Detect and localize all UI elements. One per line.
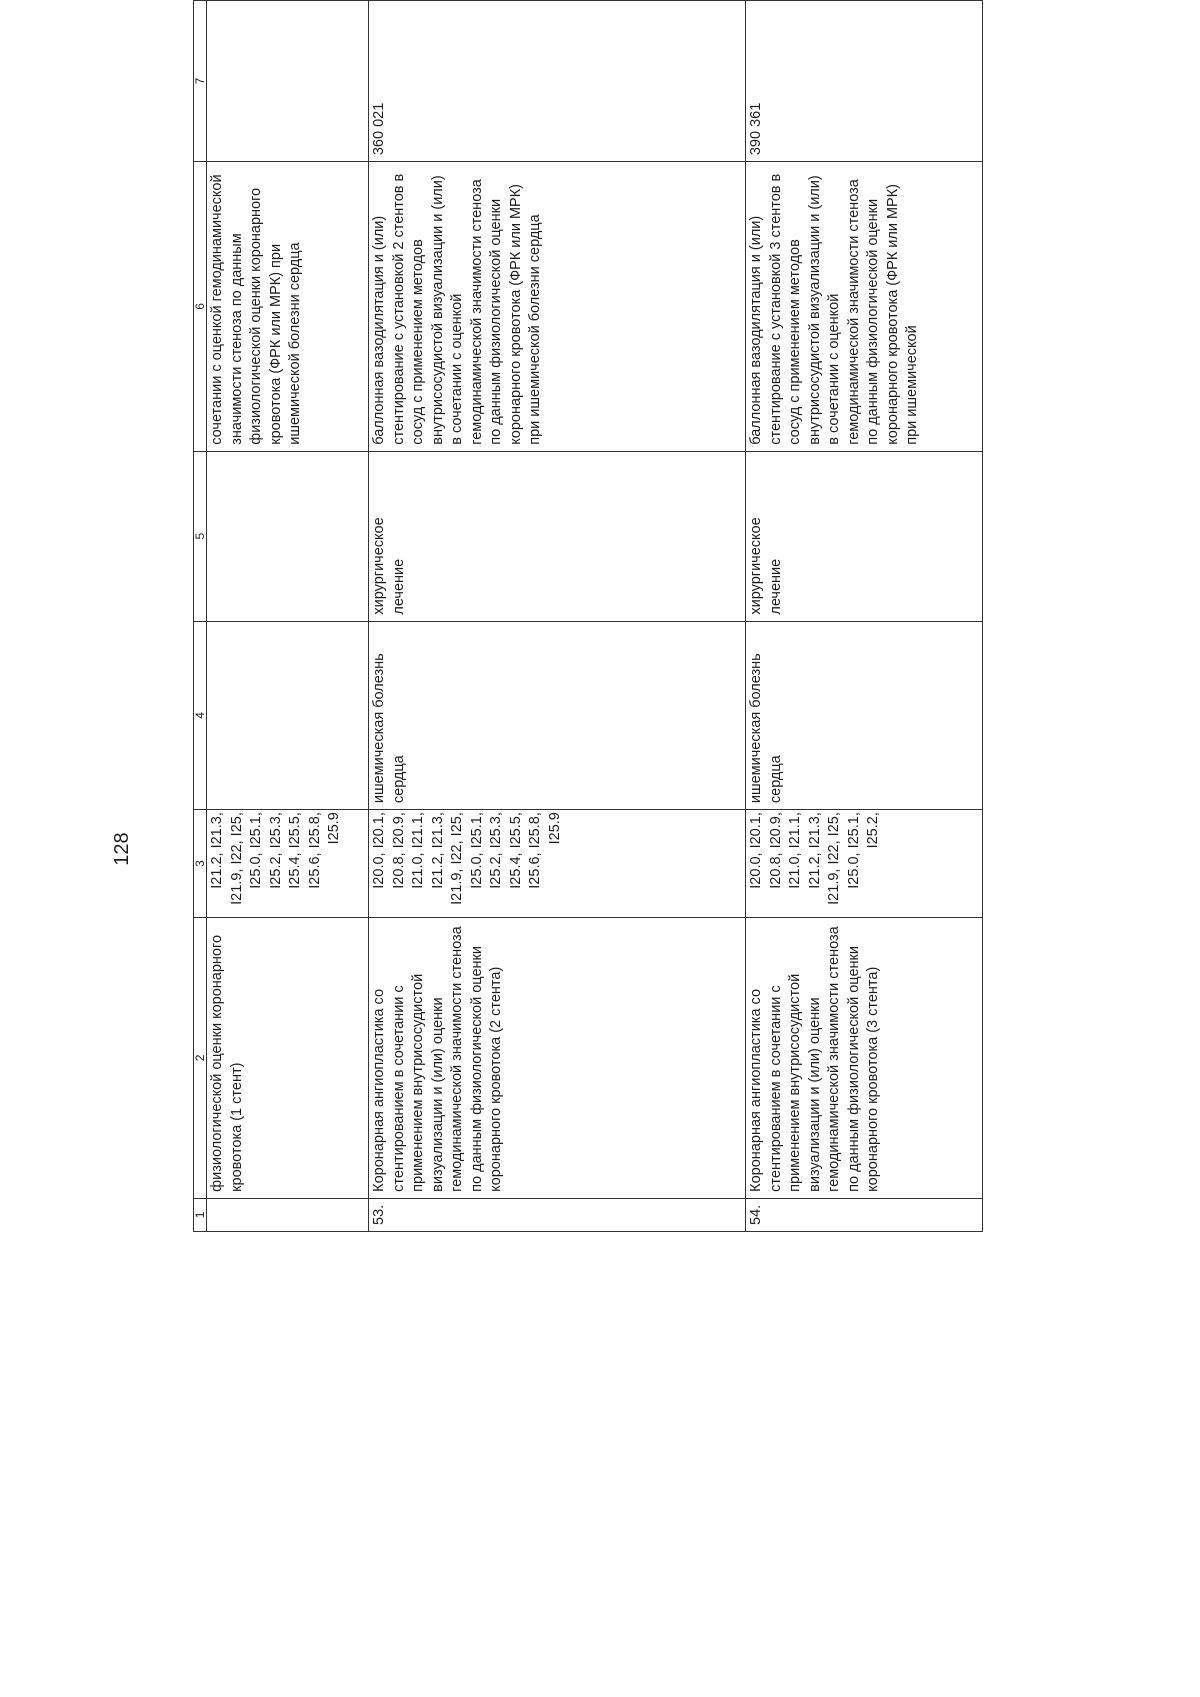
row-number <box>207 1198 369 1231</box>
procedures-table <box>193 0 983 1232</box>
page-number: 128 <box>110 832 133 866</box>
table-row <box>746 1 983 1232</box>
treatment-method: баллонная вазодилятация и (или) стентирование с установкой 3 стентов в сосуд с применением методов внутрисосудистой визуализации и (или) в сочетании с оценкой гемодинамической значимости стеноза по данным физиологической оценки коронарного кровотока (ФРК или МРК) при ишемической <box>746 162 983 452</box>
disease-model: ишемическая болезнь сердца <box>369 621 746 810</box>
icd-codes: I21.2, I21.3, I21.9, I22, I25, I25.0, I25.1, I25.2, I25.3, I25.4, I25.5, I25.6, I25.8, I25.9 <box>207 810 369 918</box>
cost: 390 361 <box>746 1 983 162</box>
table-header-row <box>194 1 207 1232</box>
disease-model: ишемическая болезнь сердца <box>746 621 983 810</box>
treatment-method: баллонная вазодилятация и (или) стентирование с установкой 2 стентов в сосуд с применением методов внутрисосудистой визуализации и (или) в сочетании с оценкой гемодинамической значимости стеноза по данным физиологической оценки коронарного кровотока (ФРК или МРК) при ишемической болезни сердца <box>369 162 746 452</box>
row-number: 53. <box>369 1198 746 1231</box>
treatment-type <box>207 451 369 621</box>
table-row <box>369 1 746 1232</box>
procedure-name: физиологической оценки коронарного кровотока (1 стент) <box>207 918 369 1199</box>
header-cell: 3 <box>194 810 207 918</box>
header-cell: 7 <box>194 1 207 162</box>
procedure-name: Коронарная ангиопластика со стентированием в сочетании с применением внутрисосудистой визуализации и (или) оценки гемодинамической значимости стеноза по данным физиологической оценки коронарного кровотока (3 стента) <box>746 918 983 1199</box>
icd-codes: I20.0, I20.1, I20.8, I20.9, I21.0, I21.1, I21.2, I21.3, I21.9, I22, I25, I25.0, I25.1, I25.2, <box>746 810 983 918</box>
table-row <box>207 1 369 1232</box>
icd-codes: I20.0, I20.1, I20.8, I20.9, I21.0, I21.1, I21.2, I21.3, I21.9, I22, I25, I25.0, I25.1, I25.2, I25.3, I25.4, I25.5, I25.6, I25.8, I25.9 <box>369 810 746 918</box>
header-cell: 5 <box>194 451 207 621</box>
treatment-type: хирургическое лечение <box>746 451 983 621</box>
header-cell: 4 <box>194 621 207 810</box>
disease-model <box>207 621 369 810</box>
header-cell: 6 <box>194 162 207 452</box>
treatment-method: сочетании с оценкой гемодинамической значимости стеноза по данным физиологической оценки коронарного кровотока (ФРК или МРК) при ишемической болезни сердца <box>207 162 369 452</box>
cost <box>207 1 369 162</box>
row-number: 54. <box>746 1198 983 1231</box>
procedure-name: Коронарная ангиопластика со стентированием в сочетании с применением внутрисосудистой визуализации и (или) оценки гемодинамической значимости стеноза по данным физиологической оценки коронарного кровотока (2 стента) <box>369 918 746 1199</box>
cost: 360 021 <box>369 1 746 162</box>
header-cell: 1 <box>194 1198 207 1231</box>
header-cell: 2 <box>194 918 207 1199</box>
treatment-type: хирургическое лечение <box>369 451 746 621</box>
